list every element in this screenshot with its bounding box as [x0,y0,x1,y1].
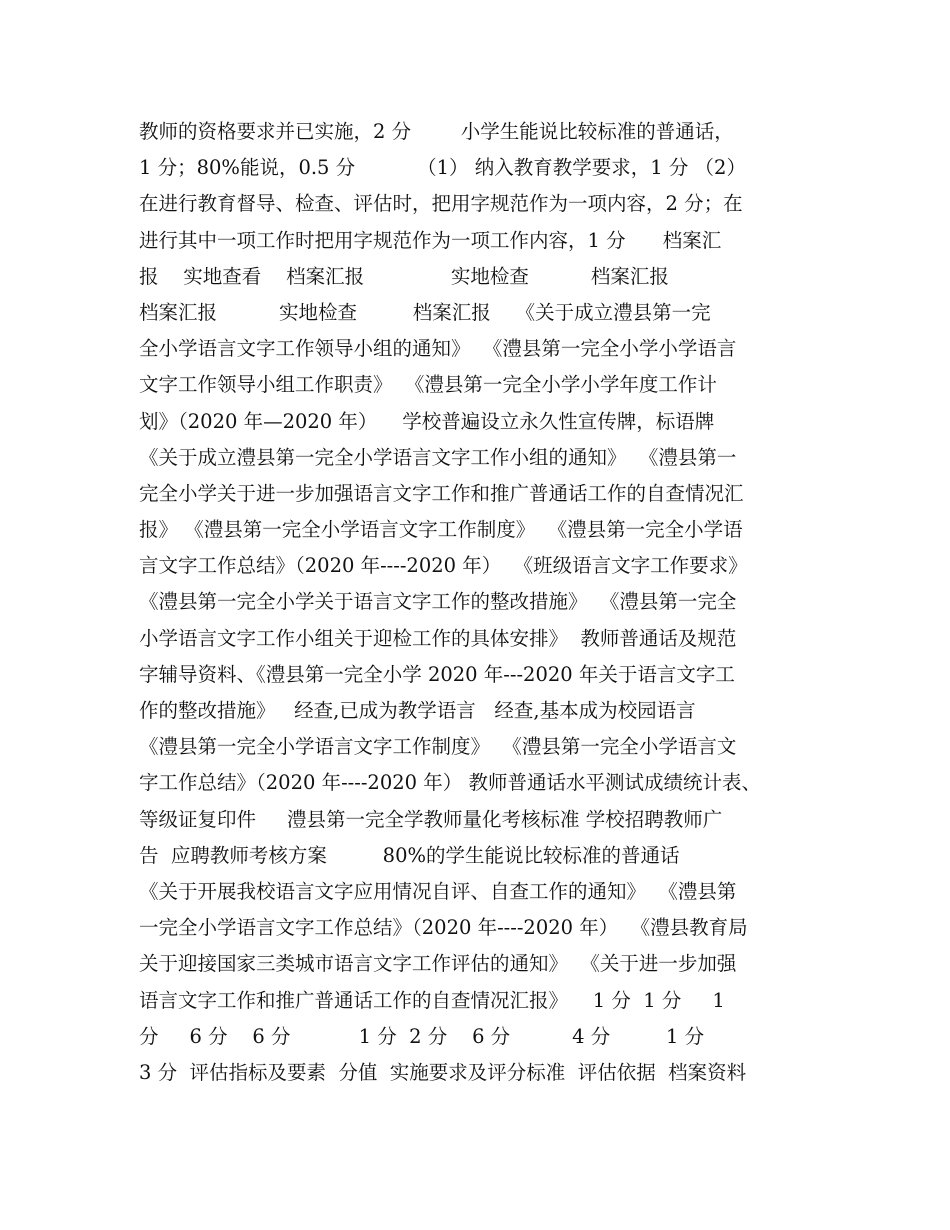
text-line: 报》 《澧县第一完全小学语言文字工作制度》 《澧县第一完全小学语 [139,518,743,542]
text-line: 一完全小学语言文字工作总结》（2020 年----2020 年） 《澧县教育局 [139,916,748,940]
text-line: 在进行教育督导、检查、评估时，把用字规范作为一项内容，2 分；在 [139,192,743,216]
text-line: 教师的资格要求并已实施，2 分 小学生能说比较标准的普通话， [139,120,734,143]
text-line: 《澧县第一完全小学关于语言文字工作的整改措施》 《澧县第一完全 [139,590,737,614]
text-line: 言文字工作总结》（2020 年----2020 年） 《班级语言文字工作要求》 [139,554,748,578]
text-line: 语言文字工作和推广普通话工作的自查情况汇报》 1 分 1 分 1 [139,988,725,1012]
text-line: 等级证复印件 澧县第一完全学教师量化考核标准 学校招聘教师广 [139,807,723,831]
text-line: 字工作总结》（2020 年----2020 年） 教师普通话水平测试成绩统计表、 [139,771,761,795]
text-line: 完全小学关于进一步加强语言文字工作和推广普通话工作的自查情况汇 [139,481,744,505]
text-line: 关于迎接国家三类城市语言文字工作评估的通知》 《关于进一步加强 [139,952,737,976]
text-line: 1 分；80%能说，0.5 分 （1） 纳入教育教学要求，1 分 （2） [139,156,746,180]
text-line: 文字工作领导小组工作职责》 《澧县第一完全小学小学年度工作计 [139,373,717,397]
text-line: 全小学语言文字工作领导小组的通知》 《澧县第一完全小学小学语言 [139,337,737,361]
text-line: 《澧县第一完全小学语言文字工作制度》 《澧县第一完全小学语言文 [139,735,737,759]
text-line: 报 实地查看 档案汇报 实地检查 档案汇报 [139,264,669,288]
text-line: 字辅导资料、《澧县第一完全小学 2020 年---2020 年关于语言文字工 [139,662,735,686]
text-line: 告 应聘教师考核方案 80%的学生能说比较标准的普通话 [139,843,680,867]
text-line: 划》（2020 年—2020 年） 学校普遍设立永久性宣传牌，标语牌 [139,409,715,433]
body-text [139,114,819,1091]
text-line: 3 分 评估指标及要素 分值 实施要求及评分标准 评估依据 档案资料 [139,1060,747,1084]
text-line: 进行其中一项工作时把用字规范作为一项工作内容，1 分 档案汇 [139,228,722,252]
text-line: 小学语言文字工作小组关于迎检工作的具体安排》 教师普通话及规范 [139,626,737,650]
text-line: 分 6 分 6 分 1 分 2 分 6 分 4 分 1 分 [139,1024,705,1048]
text-line: 《关于开展我校语言文字应用情况自评、自查工作的通知》 《澧县第 [139,879,737,903]
text-line: 作的整改措施》 经查,已成为教学语言 经查,基本成为校园语言 [139,699,696,722]
text-line: 档案汇报 实地检查 档案汇报 《关于成立澧县第一完 [139,300,711,324]
text-line: 《关于成立澧县第一完全小学语言文字工作小组的通知》 《澧县第一 [139,445,737,469]
